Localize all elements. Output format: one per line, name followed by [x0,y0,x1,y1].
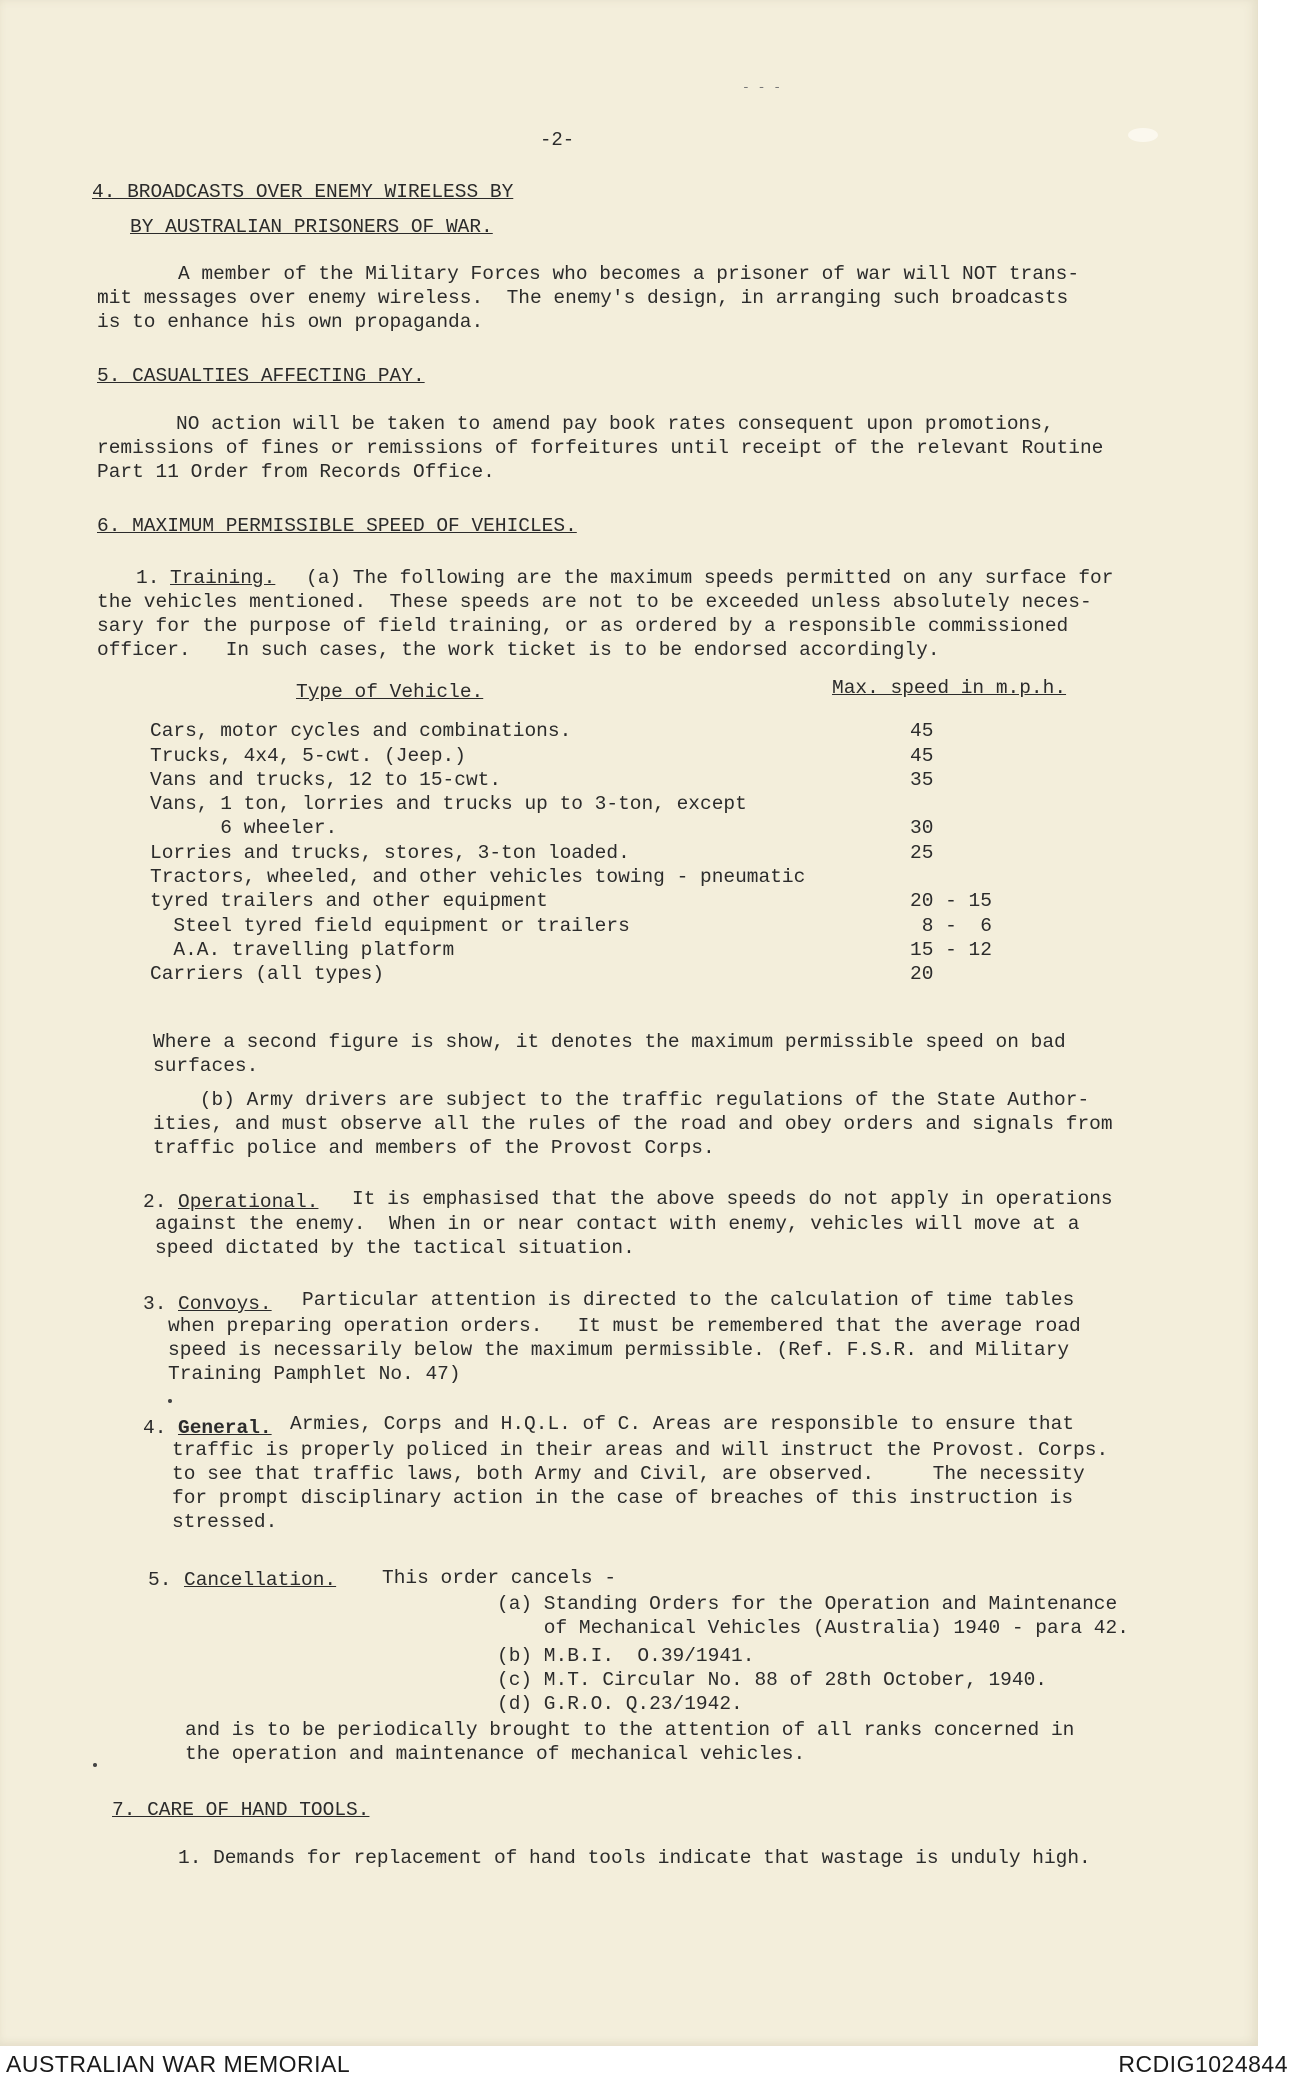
cancellation-number: 5. [148,1569,172,1591]
table-row [150,937,1050,961]
section5-heading: 5. CASUALTIES AFFECTING PAY. [97,365,425,387]
speed-table [150,718,1050,985]
max-speed: 20 [910,963,934,986]
b-line-3: traffic police and members of the Provost Corps. [153,1137,715,1159]
operational-line-3: speed dictated by the tactical situation. [155,1237,635,1259]
general-number: 4. [143,1417,167,1439]
archive-footer [0,2046,1296,2081]
section5-line-1: NO action will be taken to amend pay book rates consequent upon promotions, [176,413,1054,435]
b-line-2: ities, and must observe all the rules of the road and obey orders and signals from [153,1113,1113,1135]
cancellation-item-a-cont: of Mechanical Vehicles (Australia) 1940 - para 42. [497,1617,1129,1639]
cancellation-item-d: (d) G.R.O. Q.23/1942. [497,1693,743,1715]
convoys-line-1: Particular attention is directed to the calculation of time tables [302,1289,1075,1311]
max-speed: 8 - 6 [910,914,992,937]
ink-dot [168,1399,172,1403]
section4-line-3: is to enhance his own propaganda. [97,311,484,333]
general-line-2: traffic is properly policed in their areas and will instruct the Provost. Corps. [172,1439,1109,1461]
cancellation-item-b: (b) M.B.I. O.39/1941. [497,1645,755,1667]
section4-heading-line1: 4. BROADCASTS OVER ENEMY WIRELESS BY [92,181,514,203]
table-row [150,888,1050,912]
training-label: Training. [170,567,276,589]
table-row [150,912,1050,936]
convoys-line-3: speed is necessarily below the maximum permissible. (Ref. F.S.R. and Military [168,1339,1070,1361]
footer-left: AUSTRALIAN WAR MEMORIAL [6,2051,351,2077]
note-line-2: surfaces. [153,1055,259,1077]
training-line-2: the vehicles mentioned. These speeds are not to be exceeded unless absolutely neces- [97,591,1092,613]
training-line-1: (a) The following are the maximum speeds permitted on any surface for [306,567,1114,589]
section6-heading: 6. MAXIMUM PERMISSIBLE SPEED OF VEHICLES. [97,515,577,537]
section4-line-1: A member of the Military Forces who becomes a prisoner of war will NOT trans- [178,263,1080,285]
footer-right: RCDIG1024844 [1118,2051,1288,2077]
convoys-line-4: Training Pamphlet No. 47) [168,1363,461,1385]
b-line-1: (b) Army drivers are subject to the traffic regulations of the State Author- [153,1089,1090,1111]
max-speed: 20 - 15 [910,890,992,913]
cancellation-item-a: (a) Standing Orders for the Operation and Maintenance [497,1593,1118,1615]
vehicle-type: Vans and trucks, 12 to 15-cwt. [150,768,502,791]
operational-line-2: against the enemy. When in or near contact with enemy, vehicles will move at a [155,1213,1080,1235]
top-mark: - - - [742,80,782,95]
table-row [150,961,1050,985]
max-speed: 45 [910,744,934,767]
section7-line-1: 1. Demands for replacement of hand tools indicate that wastage is unduly high. [178,1847,1091,1869]
table-row [150,718,1050,742]
table-header-vehicle: Type of Vehicle. [296,681,484,703]
cancellation-item-c: (c) M.T. Circular No. 88 of 28th October, 1940. [497,1669,1047,1691]
vehicle-type: Lorries and trucks, stores, 3-ton loaded. [150,841,630,864]
section5-line-3: Part 11 Order from Records Office. [97,461,495,483]
table-row [150,742,1050,766]
table-header-speed: Max. speed in m.p.h. [832,677,1067,699]
section4-heading-line2: BY AUSTRALIAN PRISONERS OF WAR. [130,216,493,238]
cancellation-tail-1: and is to be periodically brought to the attention of all ranks concerned in [185,1719,1075,1741]
vehicle-type: Steel tyred field equipment or trailers [150,914,630,937]
vehicle-type: Tractors, wheeled, and other vehicles towing - pneumatic [150,866,806,889]
training-number: 1. [136,567,160,589]
vehicle-type: Cars, motor cycles and combinations. [150,720,572,743]
max-speed: 45 [910,720,934,743]
max-speed: 15 - 12 [910,938,992,961]
operational-line-1: It is emphasised that the above speeds do not apply in operations [352,1188,1113,1210]
page-number: -2- [540,129,575,151]
vehicle-type: tyred trailers and other equipment [150,890,548,913]
max-speed: 30 [910,817,934,840]
vehicle-type: Carriers (all types) [150,963,385,986]
section5-line-2: remissions of fines or remissions of forfeitures until receipt of the relevant Routine [97,437,1104,459]
max-speed: 35 [910,768,934,791]
training-line-4: officer. In such cases, the work ticket is to be endorsed accordingly. [97,639,940,661]
section4-line-2: mit messages over enemy wireless. The enemy's design, in arranging such broadcasts [97,287,1069,309]
section7-heading: 7. CARE OF HAND TOOLS. [112,1799,370,1821]
max-speed: 25 [910,841,934,864]
general-line-1: Armies, Corps and H.Q.L. of C. Areas are responsible to ensure that [290,1413,1075,1435]
table-row [150,767,1050,791]
table-row [150,864,1050,888]
convoys-number: 3. [143,1293,167,1315]
training-line-3: sary for the purpose of field training, or as ordered by a responsible commissioned [97,615,1069,637]
table-row [150,839,1050,863]
general-label: General. [178,1417,272,1439]
vehicle-type: 6 wheeler. [150,817,338,840]
vehicle-type: Vans, 1 ton, lorries and trucks up to 3-ton, except [150,793,747,816]
convoys-label: Convoys. [178,1293,272,1315]
cancellation-tail-2: the operation and maintenance of mechanical vehicles. [185,1743,806,1765]
ink-dot [93,1763,97,1767]
table-row [150,791,1050,815]
vehicle-type: Trucks, 4x4, 5-cwt. (Jeep.) [150,744,466,767]
operational-label: Operational. [178,1191,319,1213]
table-row [150,815,1050,839]
convoys-line-2: when preparing operation orders. It must be remembered that the average road [168,1315,1081,1337]
general-line-3: to see that traffic laws, both Army and Civil, are observed. The necessity [172,1463,1085,1485]
operational-number: 2. [143,1191,167,1213]
vehicle-type: A.A. travelling platform [150,938,455,961]
general-line-4: for prompt disciplinary action in the case of breaches of this instruction is [172,1487,1074,1509]
ink-speck [1128,128,1158,142]
general-line-5: stressed. [172,1511,278,1533]
cancellation-label: Cancellation. [184,1569,337,1591]
cancellation-line-1: This order cancels - [382,1567,617,1589]
note-line-1: Where a second figure is show, it denotes the maximum permissible speed on bad [153,1031,1066,1053]
